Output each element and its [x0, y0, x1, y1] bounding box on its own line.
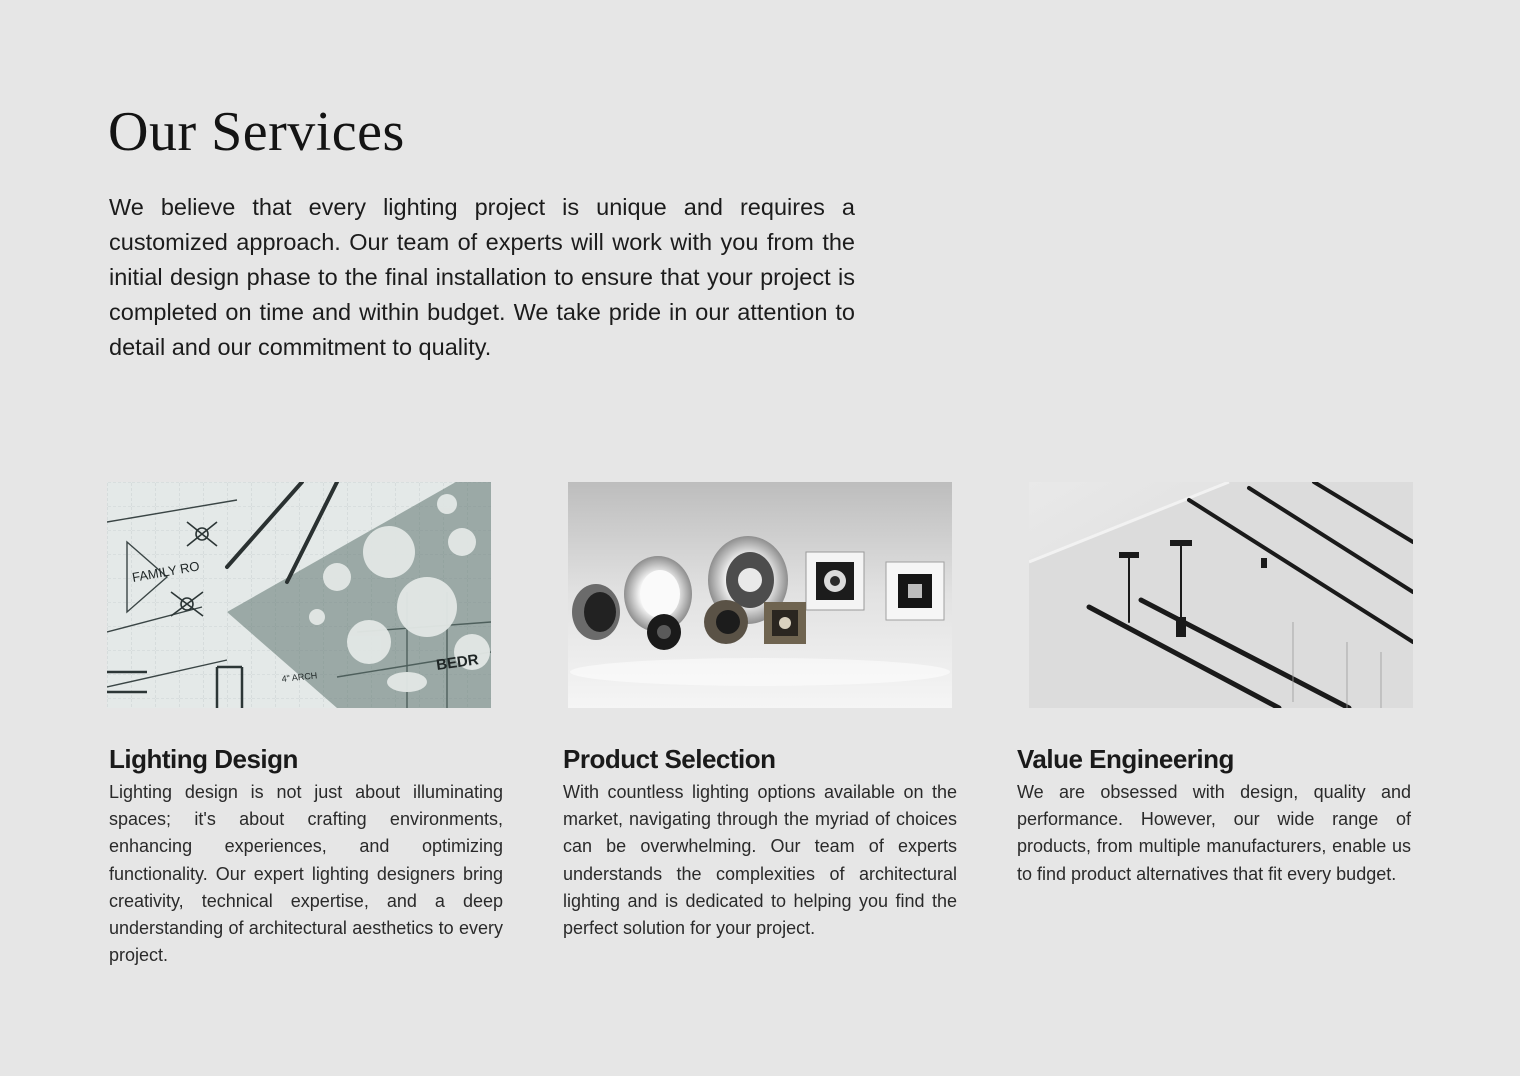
value-engineering-image — [1029, 482, 1413, 708]
service-text-product-selection: With countless lighting options available on the market, navigating through the myriad of choices can be overwhelming. Our team of experts understands the complexities of architectural lighting and is dedicated to helping you find the perfect solution for your project. — [563, 782, 957, 939]
blueprint-label-bedroom: BEDR — [435, 651, 480, 674]
service-title-value-engineering: Value Engineering — [1017, 744, 1234, 774]
service-text-value-engineering: We are obsessed with design, quality and performance. However, our wide range of products, from multiple manufacturers, enable us to find product alternatives that fit every budget. — [1017, 782, 1411, 884]
service-title-lighting-design: Lighting Design — [109, 744, 298, 774]
blueprint-label-family: FAMILY RO — [130, 558, 201, 585]
blueprint-label-arch: 4" ARCH — [281, 670, 318, 684]
service-text-lighting-design: Lighting design is not just about illuminating spaces; it's about crafting environments, enhancing experiences, and optimizing functionality. Our expert lighting designers bring creativity, technical expertise, and a deep understanding of architectural aesthetics to every project. — [109, 782, 503, 966]
service-title-product-selection: Product Selection — [563, 744, 776, 774]
intro-paragraph: We believe that every lighting project is unique and requires a customized approach. Our team of experts will work with you from the initial design phase to the final installation to ensure that your project is completed on time and within budget. We take pride in our attention to detail and our commitment to quality. — [109, 194, 855, 360]
lighting-design-image — [107, 482, 491, 708]
page-title: Our Services — [108, 101, 405, 163]
product-selection-image — [568, 482, 952, 708]
